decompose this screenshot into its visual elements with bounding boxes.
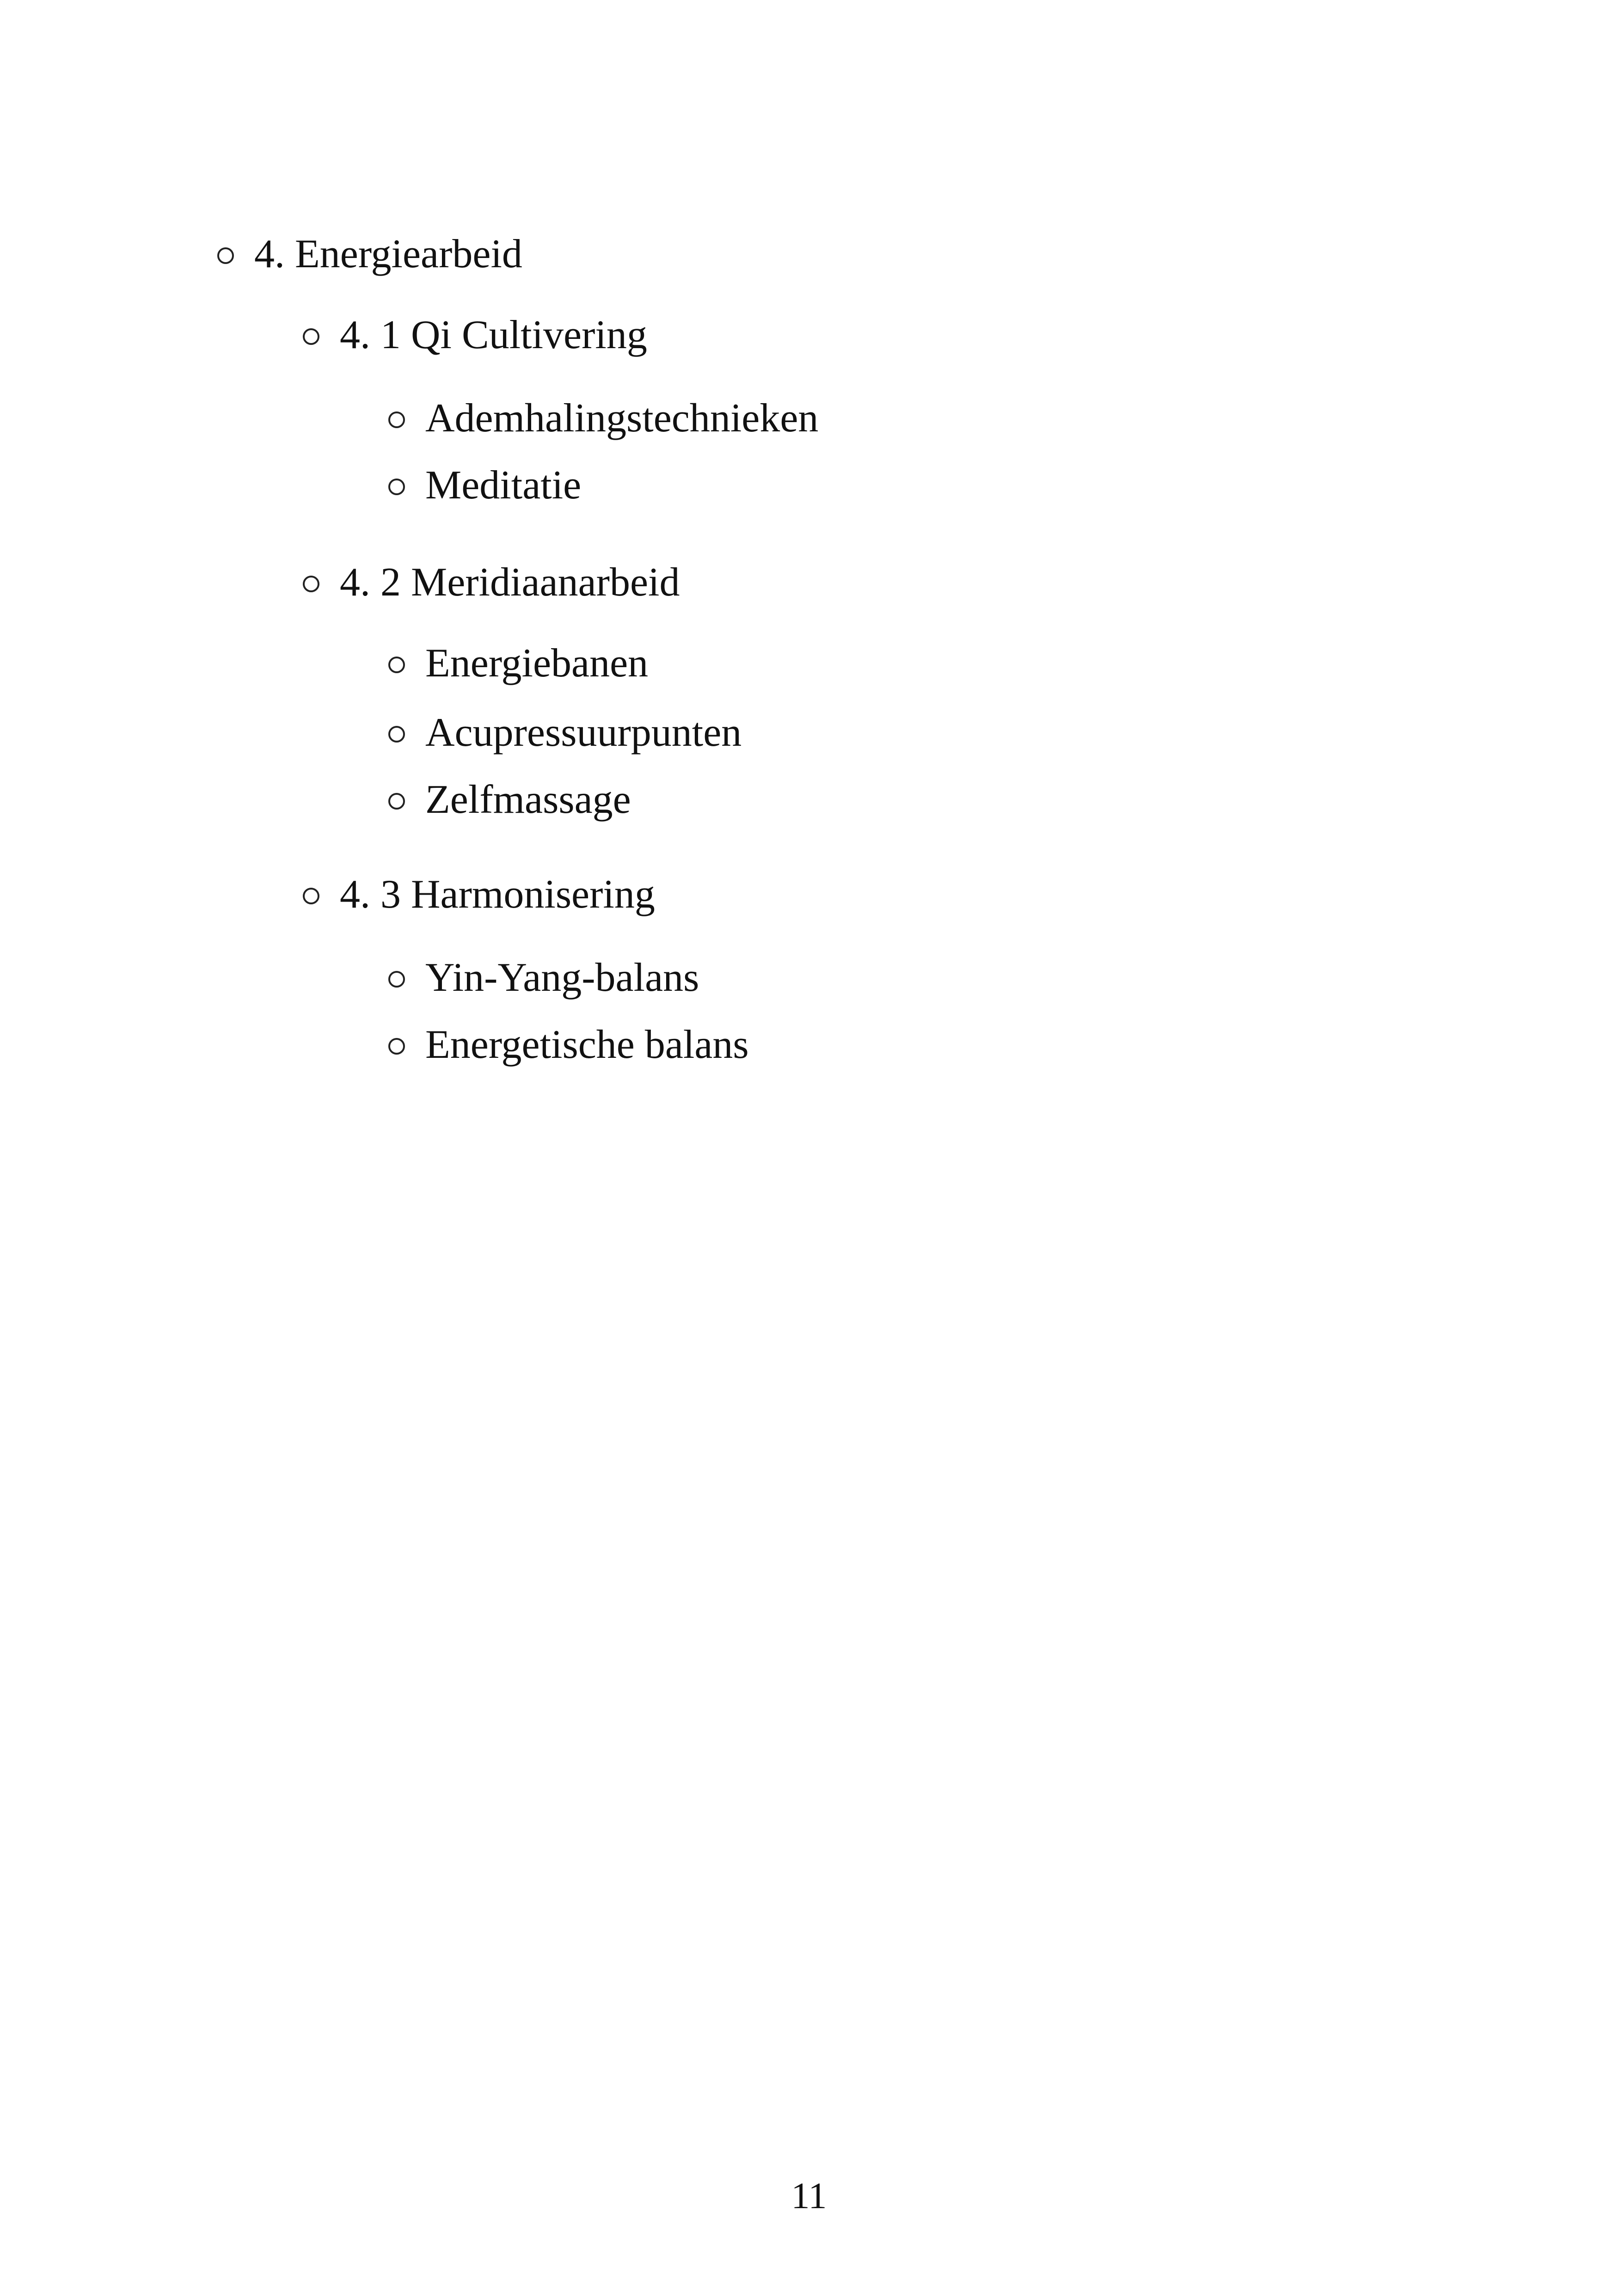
hollow-bullet-icon <box>303 888 319 904</box>
hollow-bullet-icon <box>388 657 405 673</box>
leaf-text: Meditatie <box>425 463 582 508</box>
subsection-heading: 4. 1 Qi Cultivering <box>340 313 647 357</box>
subsection-heading: 4. 2 Meridiaanarbeid <box>340 560 680 605</box>
leaf-text: Yin-Yang-balans <box>425 955 699 1000</box>
hollow-bullet-icon <box>303 328 319 345</box>
hollow-bullet-icon <box>217 247 234 264</box>
hollow-bullet-icon <box>388 793 405 810</box>
hollow-bullet-icon <box>388 479 405 495</box>
hollow-bullet-icon <box>388 726 405 743</box>
hollow-bullet-icon <box>388 411 405 428</box>
hollow-bullet-icon <box>388 1038 405 1055</box>
leaf-text: Energiebanen <box>425 641 649 686</box>
leaf-text: Ademhalingstechnieken <box>425 396 819 441</box>
leaf-text: Zelfmassage <box>425 777 631 822</box>
subsection-heading: 4. 3 Harmonisering <box>340 872 655 917</box>
page-number: 11 <box>791 2176 827 2216</box>
leaf-text: Acupressuurpunten <box>425 710 742 755</box>
leaf-text: Energetische balans <box>425 1022 749 1067</box>
hollow-bullet-icon <box>388 971 405 988</box>
hollow-bullet-icon <box>303 576 319 592</box>
section-heading: 4. Energiearbeid <box>254 232 522 276</box>
